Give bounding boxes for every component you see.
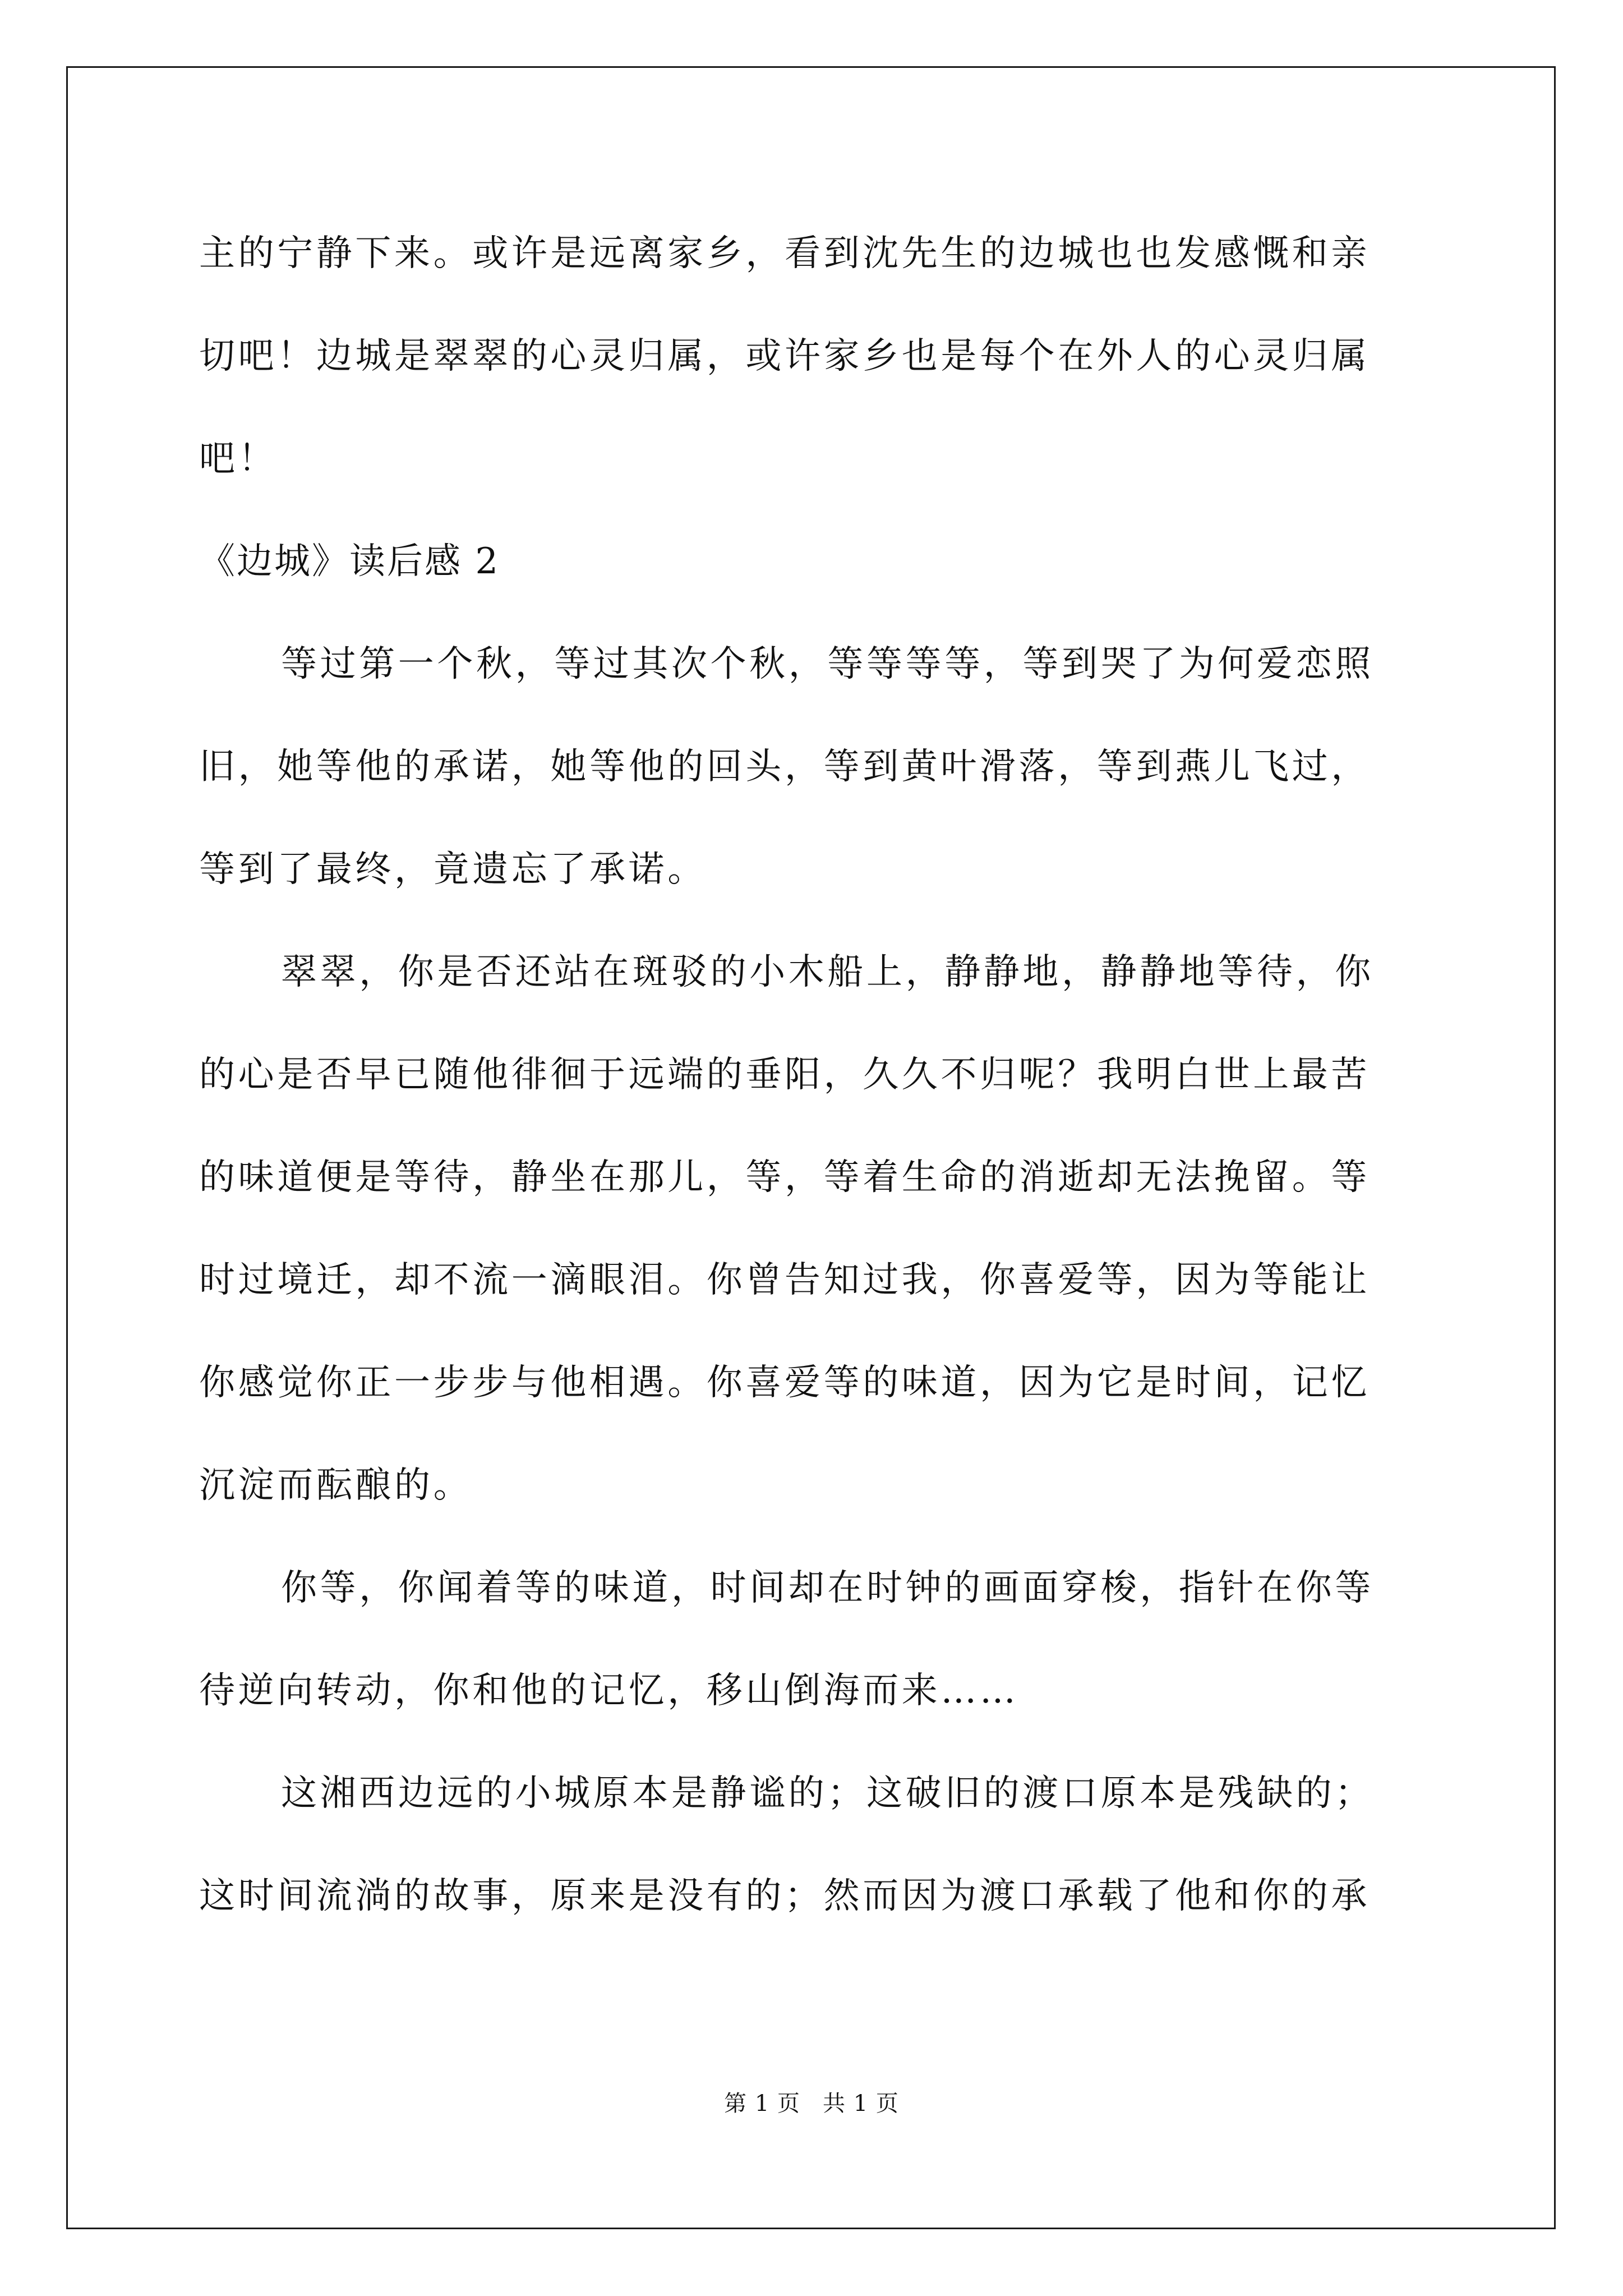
section-heading: 《边城》读后感 2 <box>199 541 500 582</box>
text-line: 你感觉你正一步步与他相遇。你喜爱等的味道，因为它是时间，记忆 <box>199 1362 1370 1404</box>
text-line: 时过境迁，却不流一滴眼泪。你曾告知过我，你喜爱等，因为等能让 <box>199 1259 1370 1301</box>
text-line: 主的宁静下来。或许是远离家乡，看到沈先生的边城也也发感慨和亲 <box>199 233 1370 274</box>
document-body <box>199 220 1422 1965</box>
text-line: 待逆向转动，你和他的记忆，移山倒海而来…… <box>199 1670 1019 1711</box>
paragraph-first-line: 你等，你闻着等的味道，时间却在时钟的画面穿梭，指针在你等 <box>281 1567 1374 1609</box>
text-line: 切吧！边城是翠翠的心灵归属，或许家乡也是每个在外人的心灵归属 <box>199 335 1370 377</box>
page-number: 第 1 页 <box>724 2091 800 2116</box>
page-total: 共 1 页 <box>823 2091 899 2116</box>
text-line: 沉淀而酝酿的。 <box>199 1465 473 1506</box>
paragraph-first-line: 等过第一个秋，等过其次个秋，等等等等，等到哭了为何爱恋照 <box>281 643 1374 685</box>
page-footer <box>0 2088 1623 2119</box>
paragraph-first-line: 翠翠，你是否还站在斑驳的小木船上，静静地，静静地等待，你 <box>281 951 1374 993</box>
text-line: 的心是否早已随他徘徊于远端的垂阳，久久不归呢？我明白世上最苦 <box>199 1054 1370 1096</box>
text-line: 等到了最终，竟遗忘了承诺。 <box>199 849 707 890</box>
text-line: 旧，她等他的承诺，她等他的回头，等到黄叶滑落，等到燕儿飞过， <box>199 746 1370 788</box>
text-line: 的味道便是等待，静坐在那儿，等，等着生命的消逝却无法挽留。等 <box>199 1157 1370 1198</box>
paragraph-first-line: 这湘西边远的小城原本是静谧的；这破旧的渡口原本是残缺的； <box>281 1773 1374 1814</box>
text-line: 吧！ <box>199 438 278 480</box>
text-line: 这时间流淌的故事，原来是没有的；然而因为渡口承载了他和你的承 <box>199 1875 1370 1917</box>
